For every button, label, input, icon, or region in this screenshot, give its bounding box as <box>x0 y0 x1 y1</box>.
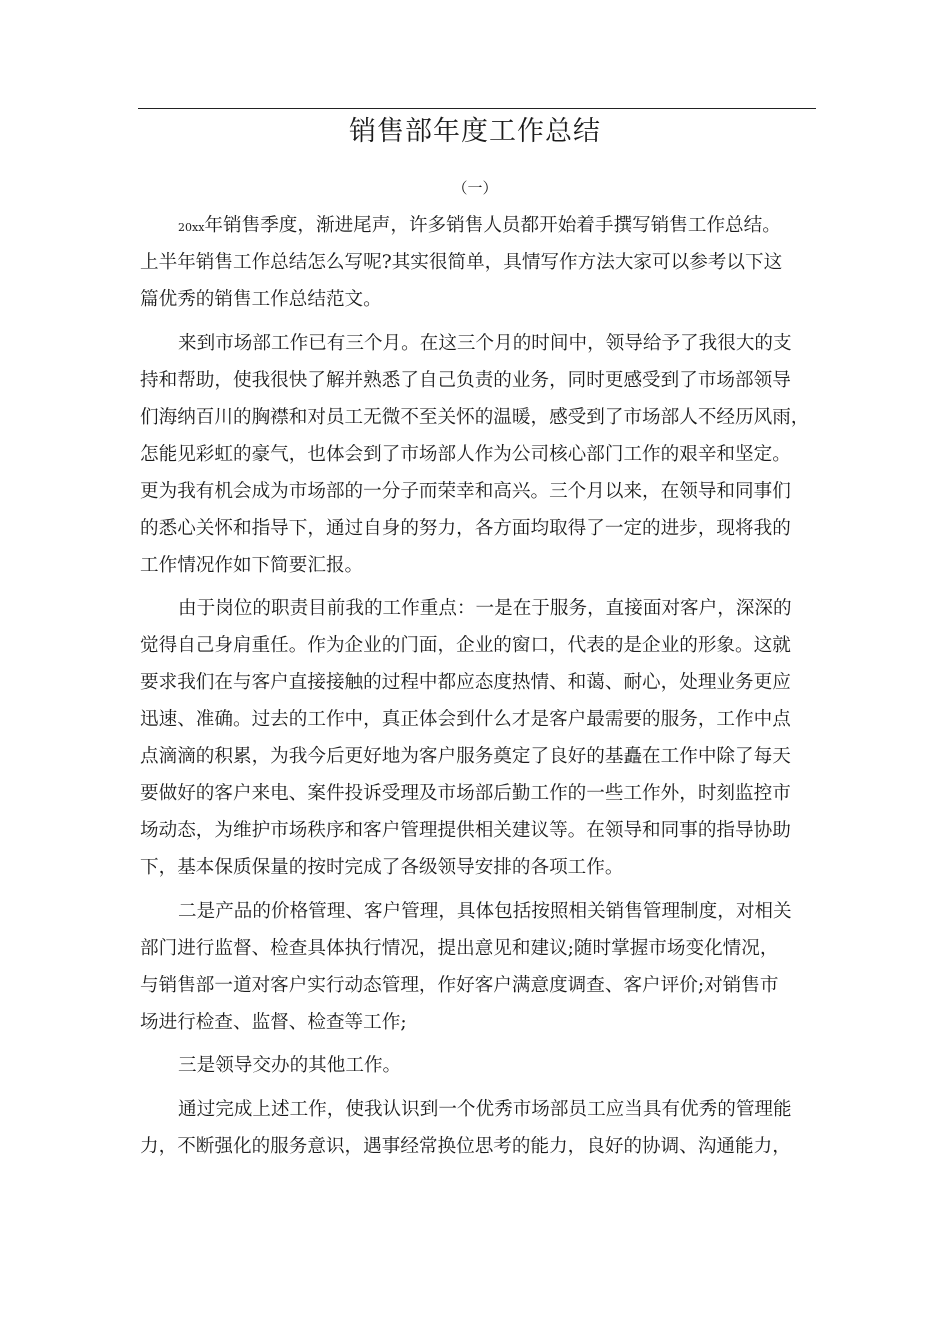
text-line <box>140 510 830 547</box>
line-text: 三是领导交办的其他工作。 <box>178 1055 402 1076</box>
text-line <box>140 967 830 1004</box>
line-text: 迅速、准确。过去的工作中，真正体会到什么才是客户最需要的服务，工作中点 <box>140 709 791 730</box>
paragraph <box>140 893 830 1041</box>
line-text: 篇优秀的销售工作总结范文。 <box>140 289 382 310</box>
text-line <box>140 244 830 281</box>
text-line <box>140 281 830 318</box>
line-text: 二是产品的价格管理、客户管理，具体包括按照相关销售管理制度，对相关 <box>178 900 792 922</box>
line-text: 要求我们在与客户直接接触的过程中都应态度热情、和蔼、耐心，处理业务更应 <box>140 672 791 693</box>
paragraph <box>140 590 830 886</box>
line-text: 们海纳百川的胸襟和对员工无微不至关怀的温暖，感受到了市场部人不经历风雨， <box>140 406 810 428</box>
line-text: 与销售部一道对客户实行动态管理，作好客户满意度调查、客户评价;对销售市 <box>140 974 779 996</box>
text-line <box>140 1047 830 1084</box>
header-rule <box>138 108 816 109</box>
line-text: 的悉心关怀和指导下，通过自身的努力，各方面均取得了一定的进步，现将我的 <box>140 517 791 539</box>
line-text: 持和帮助，使我很快了解并熟悉了自己负责的业务，同时更感受到了市场部领导 <box>140 369 791 391</box>
line-text: 由于岗位的职责目前我的工作重点：一是在于服务，直接面对客户，深深的 <box>178 598 792 619</box>
line-text: 力，不断强化的服务意识，遇事经常换位思考的能力，良好的协调、沟通能力， <box>140 1135 791 1157</box>
line-text: 觉得自己身肩重任。作为企业的门面，企业的窗口，代表的是企业的形象。这就 <box>140 635 791 656</box>
text-line <box>140 930 830 967</box>
text-line <box>140 362 830 399</box>
paragraph <box>140 325 830 584</box>
text-line <box>140 325 830 362</box>
text-line <box>140 473 830 510</box>
document-title: 销售部年度工作总结 <box>349 116 601 147</box>
line-text: 更为我有机会成为市场部的一分子而荣幸和高兴。三个月以来，在领导和同事们 <box>140 480 791 502</box>
line-text: 年销售季度，渐进尾声，许多销售人员都开始着手撰写销售工作总结。 <box>204 215 781 236</box>
line-text: 下，基本保质保量的按时完成了各级领导安排的各项工作。 <box>140 857 624 878</box>
text-line <box>140 701 830 738</box>
text-line <box>140 1004 830 1041</box>
line-text: 场进行检查、监督、检查等工作; <box>140 1011 407 1033</box>
text-line <box>140 207 830 244</box>
year-prefix: 20xx <box>178 221 205 234</box>
line-text: 来到市场部工作已有三个月。在这三个月的时间中，领导给予了我很大的支 <box>178 332 792 354</box>
text-line <box>140 893 830 930</box>
line-text: 通过完成上述工作，使我认识到一个优秀市场部员工应当具有优秀的管理能 <box>178 1098 792 1120</box>
text-line <box>140 664 830 701</box>
section-label: （一） <box>452 179 498 197</box>
document-body <box>140 207 830 1171</box>
text-line <box>140 436 830 473</box>
text-line <box>140 590 830 627</box>
text-line <box>140 738 830 775</box>
line-text: 要做好的客户来电、案件投诉受理及市场部后勤工作的一些工作外，时刻监控市 <box>140 783 791 804</box>
line-text: 上半年销售工作总结怎么写呢?其实很简单，具情写作方法大家可以参考以下这 <box>140 252 783 273</box>
paragraph <box>140 207 830 318</box>
text-line <box>140 775 830 812</box>
text-line <box>140 627 830 664</box>
text-line <box>140 1128 830 1165</box>
line-text: 怎能见彩虹的豪气，也体会到了市场部人作为公司核心部门工作的艰辛和坚定。 <box>140 443 791 465</box>
line-text: 部门进行监督、检查具体执行情况，提出意见和建议;随时掌握市场变化情况， <box>140 937 779 959</box>
text-line <box>140 812 830 849</box>
line-text: 工作情况作如下简要汇报。 <box>140 554 364 576</box>
text-line <box>140 547 830 584</box>
paragraph <box>140 1091 830 1165</box>
text-line <box>140 399 830 436</box>
paragraph <box>140 1047 830 1084</box>
line-text: 场动态，为维护市场秩序和客户管理提供相关建议等。在领导和同事的指导协助 <box>140 820 791 841</box>
text-line <box>140 849 830 886</box>
text-line <box>140 1091 830 1128</box>
line-text: 点滴滴的积累，为我今后更好地为客户服务奠定了良好的基矗在工作中除了每天 <box>140 746 791 767</box>
